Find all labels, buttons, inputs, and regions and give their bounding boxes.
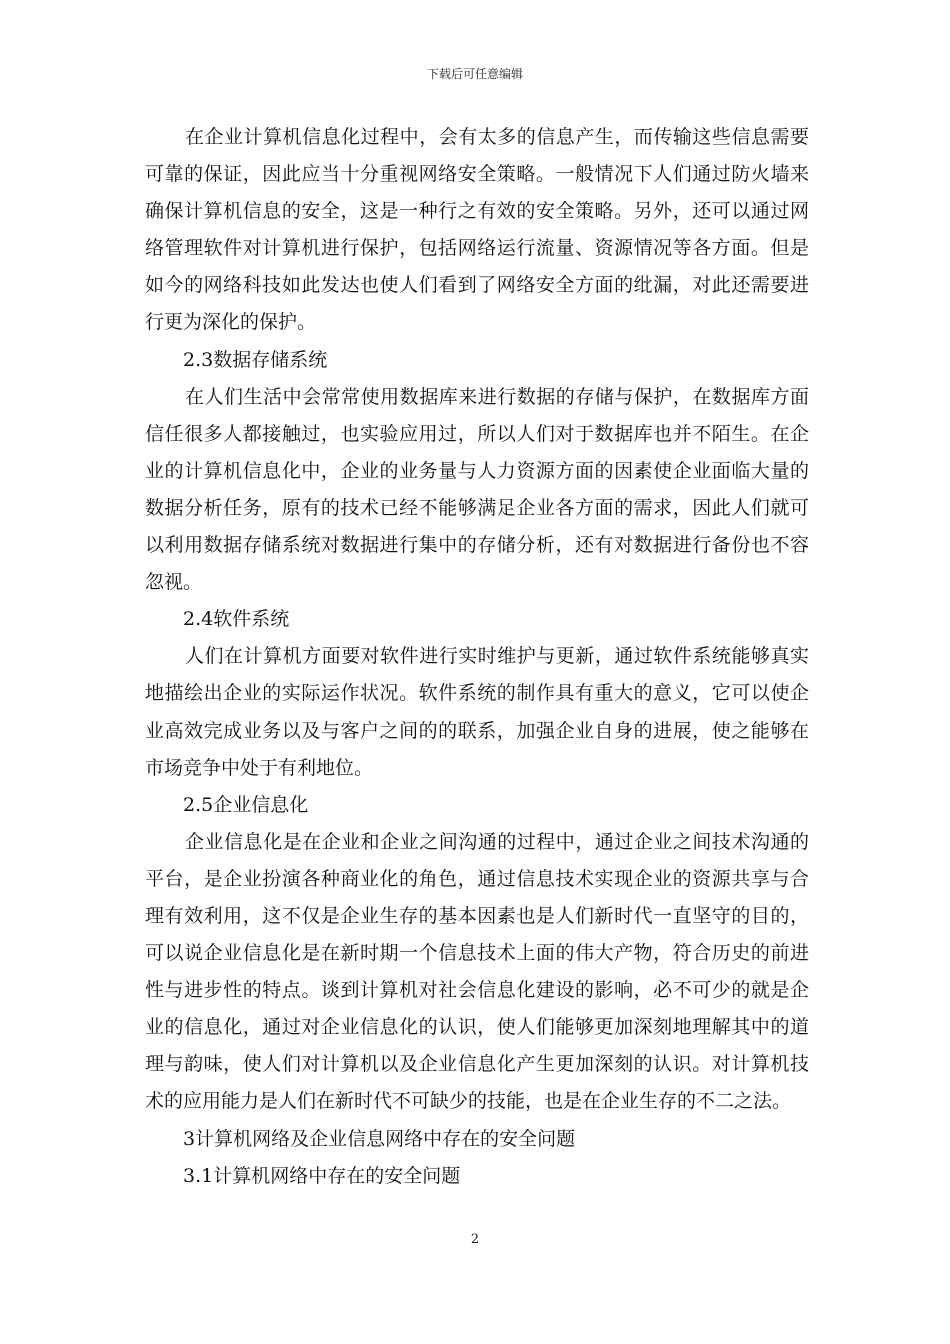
paragraph-enterprise-informatization: 企业信息化是在企业和企业之间沟通的过程中，通过企业之间技术沟通的平台，是企业扮演各种商业化的角色，通过信息技术实现企业的资源共享与合理有效利用，这不仅是企业生存的基本因素也是人们新时代一直坚守的目的，可以说企业信息化是在新时期一个信息技术上面的伟大产物，符合历史的前进性与进步性的特点。谈到计算机对社会信息化建设的影响，必不可少的就是企业的信息化，通过对企业信息化的认识，使人们能够更加深刻地理解其中的道理与韵味，使人们对计算机以及企业信息化产生更加深刻的认识。对计算机技术的应用能力是人们在新时代不可缺少的技能，也是在企业生存的不二之法。 xyxy=(145,830,809,1113)
section-heading-2-4: 2.4软件系统 xyxy=(183,608,290,631)
body-content xyxy=(145,119,809,1195)
paragraph-network-security-strategy: 在企业计算机信息化过程中，会有太多的信息产生，而传输这些信息需要可靠的保证，因此应当十分重视网络安全策略。一般情况下人们通过防火墙来确保计算机信息的安全，这是一种行之有效的安全策略。另外，还可以通过网络管理软件对计算机进行保护，包括网络运行流量、资源情况等各方面。但是如今的网络科技如此发达也使人们看到了网络安全方面的纰漏，对此还需要进行更为深化的保护。 xyxy=(145,126,809,334)
section-heading-2-5: 2.5企业信息化 xyxy=(183,793,309,816)
paragraph-software-system: 人们在计算机方面要对软件进行实时维护与更新，通过软件系统能够真实地描绘出企业的实际运作状况。软件系统的制作具有重大的意义，它可以使企业高效完成业务以及与客户之间的的联系，加强企业自身的进展，使之能够在市场竞争中处于有利地位。 xyxy=(145,645,809,779)
page-number: 2 xyxy=(470,1232,480,1247)
paragraph-data-storage: 在人们生活中会常常使用数据库来进行数据的存储与保护，在数据库方面信任很多人都接触过，也实验应用过，所以人们对于数据库也并不陌生。在企业的计算机信息化中，企业的业务量与人力资源方面的因素使企业面临大量的数据分析任务，原有的技术已经不能够满足企业各方面的需求，因此人们就可以利用数据存储系统对数据进行集中的存储分析，还有对数据进行备份也不容忽视。 xyxy=(145,385,809,594)
section-heading-3: 3计算机网络及企业信息网络中存在的安全问题 xyxy=(183,1127,576,1150)
section-heading-3-1: 3.1计算机网络中存在的安全问题 xyxy=(183,1164,461,1187)
page-header: 下载后可任意编辑 xyxy=(426,67,523,81)
section-heading-2-3: 2.3数据存储系统 xyxy=(183,348,328,371)
